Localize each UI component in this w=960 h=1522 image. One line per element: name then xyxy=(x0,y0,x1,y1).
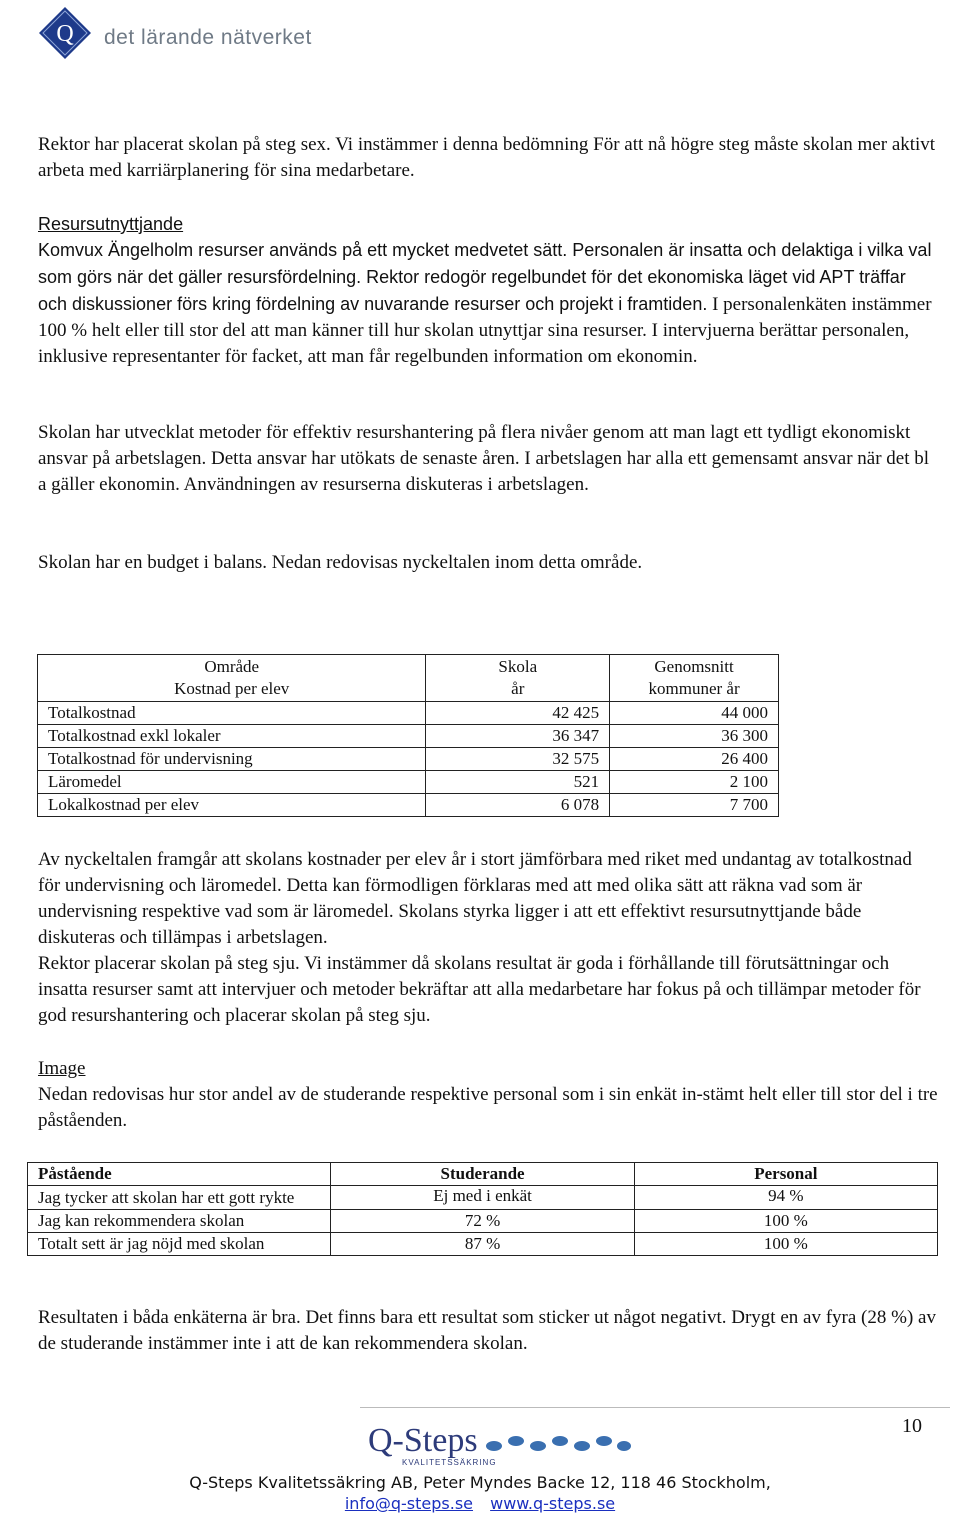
survey-table xyxy=(27,1162,938,1256)
survey-row-students: 87 % xyxy=(331,1233,634,1256)
cost-row-label: Totalkostnad exkl lokaler xyxy=(38,725,426,748)
table-row xyxy=(38,794,779,817)
survey-row-statement: Jag kan rekommendera skolan xyxy=(28,1210,331,1233)
paragraph-resurser xyxy=(38,237,938,370)
footer-address: Q-Steps Kvalitetssäkring AB, Peter Myndes Backe 12, 118 46 Stockholm, xyxy=(189,1473,771,1492)
footprints-icon xyxy=(484,1428,634,1458)
logo-text: det lärande nätverket xyxy=(104,26,312,49)
cost-table-header xyxy=(38,655,779,702)
paragraph-enkat: Nedan redovisas hur stor andel av de studerande respektive personal som i sin enkät in-stämt helt eller till stor del i tre påståenden. xyxy=(38,1084,938,1131)
paragraph-steg-sju: Rektor placerar skolan på steg sju. Vi instämmer då skolans resultat är goda i förhållande till förutsättningar och insatta resurser samt att intervjuer och metoder bekräftar att alla medarbetare har fokus på och tillämpar metoder för god resurshantering och placerar skolan på steg sju. xyxy=(38,953,921,1026)
paragraph-resurser-sans: Komvux Ängelholm resurser används på ett mycket medvetet sätt. Personalen är insatta och delaktiga i vilka val som görs när det gäller resursfördelning. Rektor redogör regelbundet för det ekonomiska läget vid APT träffar och diskussioner förs kring fördelning av nuvarande resurser och projekt i framtiden. xyxy=(38,240,932,314)
qsteps-logo-text: Q-Steps xyxy=(368,1422,478,1459)
cost-row-school: 521 xyxy=(426,771,610,794)
email-link[interactable]: info@q-steps.se xyxy=(344,1494,474,1513)
survey-row-students: Ej med i enkät xyxy=(331,1186,634,1210)
website-link[interactable]: www.q-steps.se xyxy=(490,1494,616,1513)
footer-links xyxy=(0,1494,960,1513)
survey-row-staff: 100 % xyxy=(634,1233,937,1256)
table-row xyxy=(28,1186,938,1210)
paragraph-nyckeltal: Av nyckeltalen framgår att skolans kostnader per elev år i stort jämförbara med riket med undantag av totalkostnad för undervisning och läromedel. Detta kan förmodligen förklaras med att med olika sätt att räkna vad som är undervisning respektive vad som är läromedel. Skolans styrka ligger i att ett effektivt resursutnyttjande både diskuteras och tillämpas i arbetslagen. xyxy=(38,849,912,948)
table-row xyxy=(38,771,779,794)
cost-row-average: 36 300 xyxy=(610,725,779,748)
cost-row-average: 26 400 xyxy=(610,748,779,771)
table-row xyxy=(38,725,779,748)
cost-row-label: Totalkostnad för undervisning xyxy=(38,748,426,771)
cost-row-school: 32 575 xyxy=(426,748,610,771)
page-number: 10 xyxy=(902,1415,922,1437)
paragraph-steg-sex: Rektor har placerat skolan på steg sex. Vi instämmer i denna bedömning För att nå högre steg måste skolan mer aktivt arbeta med karriärplanering för sina medarbetare. xyxy=(38,134,936,181)
table-row xyxy=(38,702,779,725)
cost-row-label: Totalkostnad xyxy=(38,702,426,725)
survey-header-statement: Påstående xyxy=(28,1163,331,1186)
survey-row-staff: 100 % xyxy=(634,1210,937,1233)
cost-header-area: Område Kostnad per elev xyxy=(38,655,426,702)
cost-row-school: 6 078 xyxy=(426,794,610,817)
cost-row-label: Lokalkostnad per elev xyxy=(38,794,426,817)
cost-row-school: 36 347 xyxy=(426,725,610,748)
logo-letter: Q xyxy=(56,21,74,47)
survey-header-staff: Personal xyxy=(634,1163,937,1186)
table-row xyxy=(28,1233,938,1256)
survey-row-staff: 94 % xyxy=(634,1186,937,1210)
cost-table xyxy=(37,654,779,817)
cost-row-school: 42 425 xyxy=(426,702,610,725)
paragraph-resurser-serif: I personalenkäten instämmer 100 % helt eller till stor del att man känner till hur skolan utnyttjar sina resurser. I intervjuerna berättar personalen, inklusive representanter för facket, att man får regelbunden information om ekonomin. xyxy=(38,294,932,367)
heading-resursutnyttjande: Resursutnyttjande xyxy=(38,214,184,234)
survey-row-statement: Jag tycker att skolan har ett gott rykte xyxy=(28,1186,331,1210)
cost-row-average: 44 000 xyxy=(610,702,779,725)
survey-row-statement: Totalt sett är jag nöjd med skolan xyxy=(28,1233,331,1256)
table-row xyxy=(28,1210,938,1233)
cost-row-label: Läromedel xyxy=(38,771,426,794)
cost-row-average: 7 700 xyxy=(610,794,779,817)
paragraph-resultat: Resultaten i båda enkäterna är bra. Det finns bara ett resultat som sticker ut något negativt. Drygt en av fyra (28 %) av de studerande instämmer inte i att de kan rekommendera skolan. xyxy=(38,1307,936,1354)
heading-image: Image xyxy=(38,1058,86,1079)
footer-divider xyxy=(360,1407,950,1408)
survey-header-students: Studerande xyxy=(331,1163,634,1186)
paragraph-budget: Skolan har en budget i balans. Nedan redovisas nyckeltalen inom detta område. xyxy=(38,552,643,573)
cost-row-average: 2 100 xyxy=(610,771,779,794)
survey-row-students: 72 % xyxy=(331,1210,634,1233)
qsteps-logo-subtitle: KVALITETSSÄKRING xyxy=(402,1458,497,1467)
paragraph-metoder: Skolan har utvecklat metoder för effektiv resurshantering på flera nivåer genom att man lagt ett tydligt ekonomiskt ansvar på arbetslagen. Detta ansvar har utökats de senaste åren. I arbetslagen har alla ett gemensamt ansvar när det bl a gäller ekonomin. Användningen av resurserna diskuteras i arbetslagen. xyxy=(38,422,930,495)
cost-header-average: Genomsnitt kommuner år xyxy=(610,655,779,702)
survey-table-header xyxy=(28,1163,938,1186)
table-row xyxy=(38,748,779,771)
q-logo-icon xyxy=(38,6,92,60)
cost-header-school: Skola år xyxy=(426,655,610,702)
